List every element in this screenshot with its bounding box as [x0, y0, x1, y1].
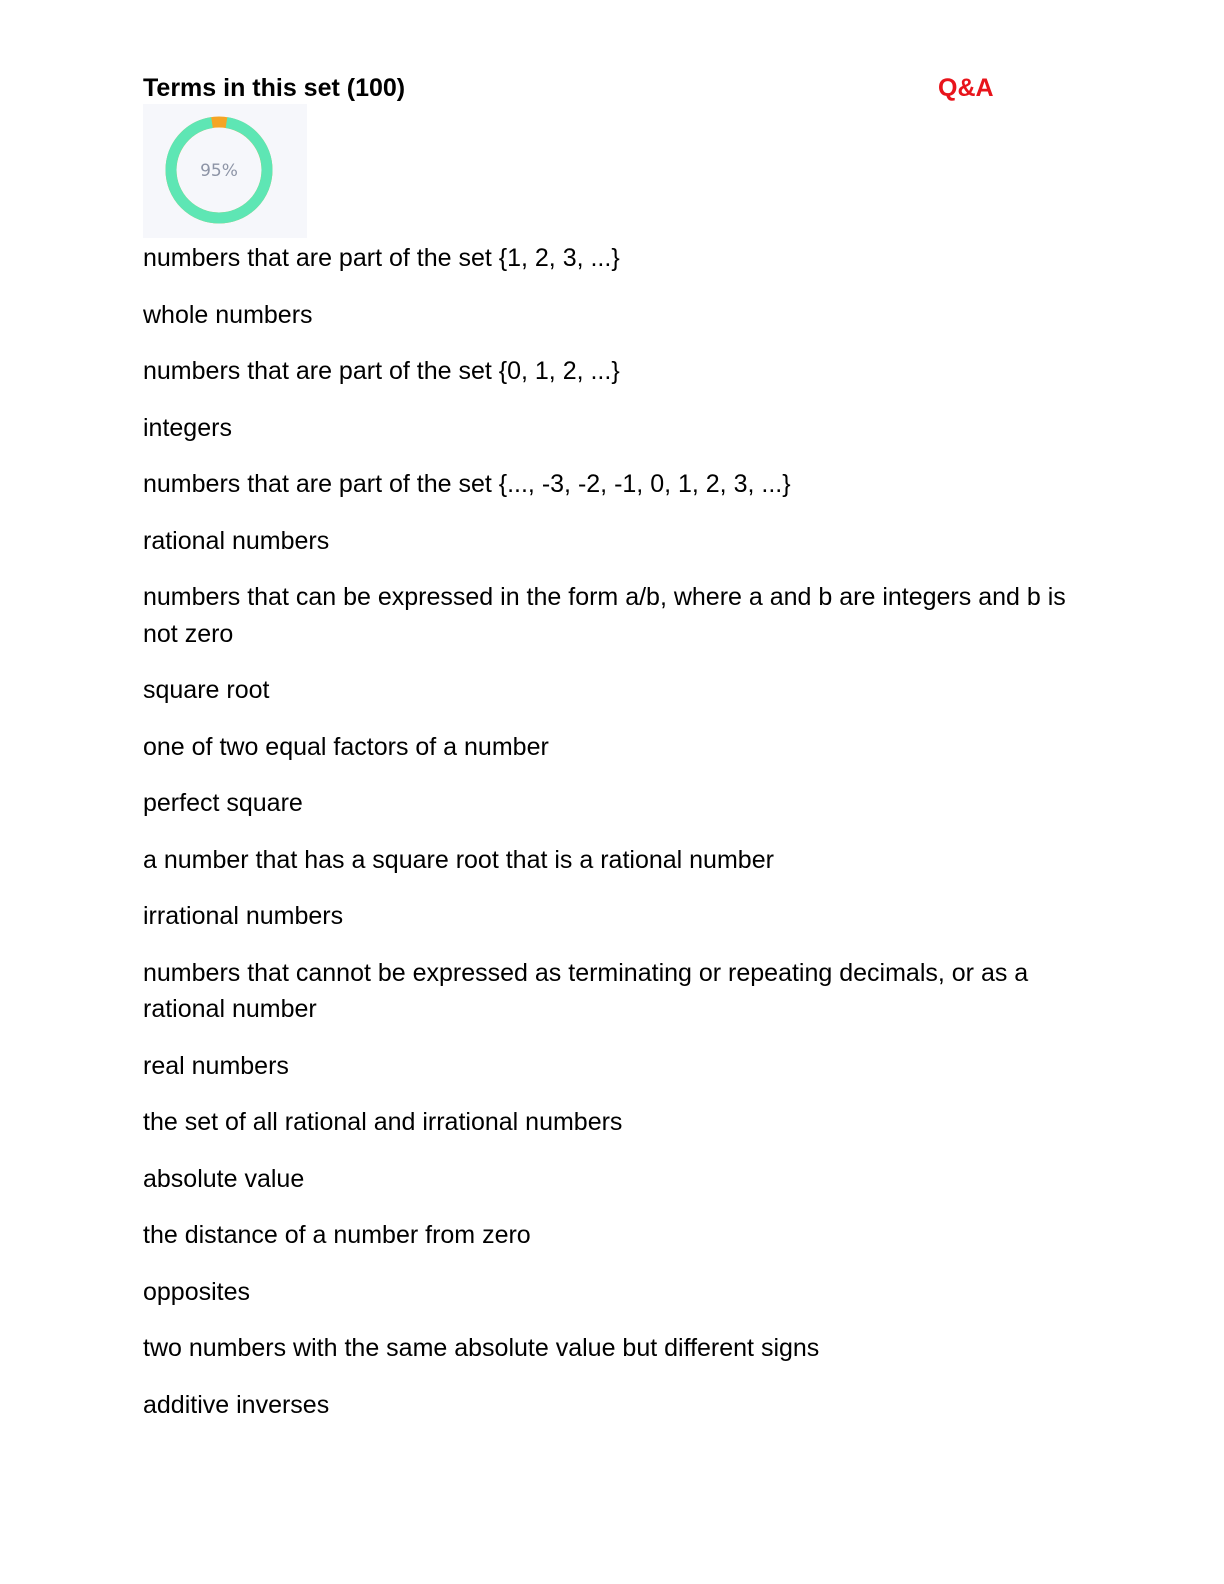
term-line: numbers that are part of the set {..., -3, -2, -1, 0, 1, 2, 3, ...}	[143, 470, 791, 498]
term-line: rational numbers	[143, 526, 330, 555]
page-title: Terms in this set (100)	[143, 74, 406, 102]
term-line: numbers that cannot be expressed as terminating or repeating decimals, or as a rational number	[143, 958, 1029, 1023]
term-line: integers	[143, 413, 232, 442]
term-line: whole numbers	[143, 300, 313, 329]
term-line: additive inverses	[143, 1390, 330, 1419]
term-line: a number that has a square root that is a rational number	[143, 845, 774, 874]
term-line: numbers that are part of the set {0, 1, 2, ...}	[143, 357, 620, 385]
term-line: numbers that are part of the set {1, 2, 3, ...}	[143, 244, 620, 272]
qa-label: Q&A	[938, 74, 994, 102]
progress-ring	[143, 104, 307, 238]
term-line: the distance of a number from zero	[143, 1221, 531, 1249]
term-line: irrational numbers	[143, 902, 344, 930]
term-line: square root	[143, 676, 270, 704]
term-line: opposites	[143, 1277, 251, 1306]
progress-ring-widget	[143, 104, 307, 238]
term-line: perfect square	[143, 789, 303, 817]
progress-percent-label: 95%	[200, 161, 238, 181]
terms-list	[143, 240, 1083, 1423]
term-line: one of two equal factors of a number	[143, 732, 549, 761]
term-line: absolute value	[143, 1164, 305, 1193]
term-line: the set of all rational and irrational numbers	[143, 1108, 623, 1136]
term-line: two numbers with the same absolute value but different signs	[143, 1334, 820, 1362]
term-line: real numbers	[143, 1051, 289, 1080]
term-line: numbers that can be expressed in the form a/b, where a and b are integers and b is not zero	[143, 583, 1066, 648]
